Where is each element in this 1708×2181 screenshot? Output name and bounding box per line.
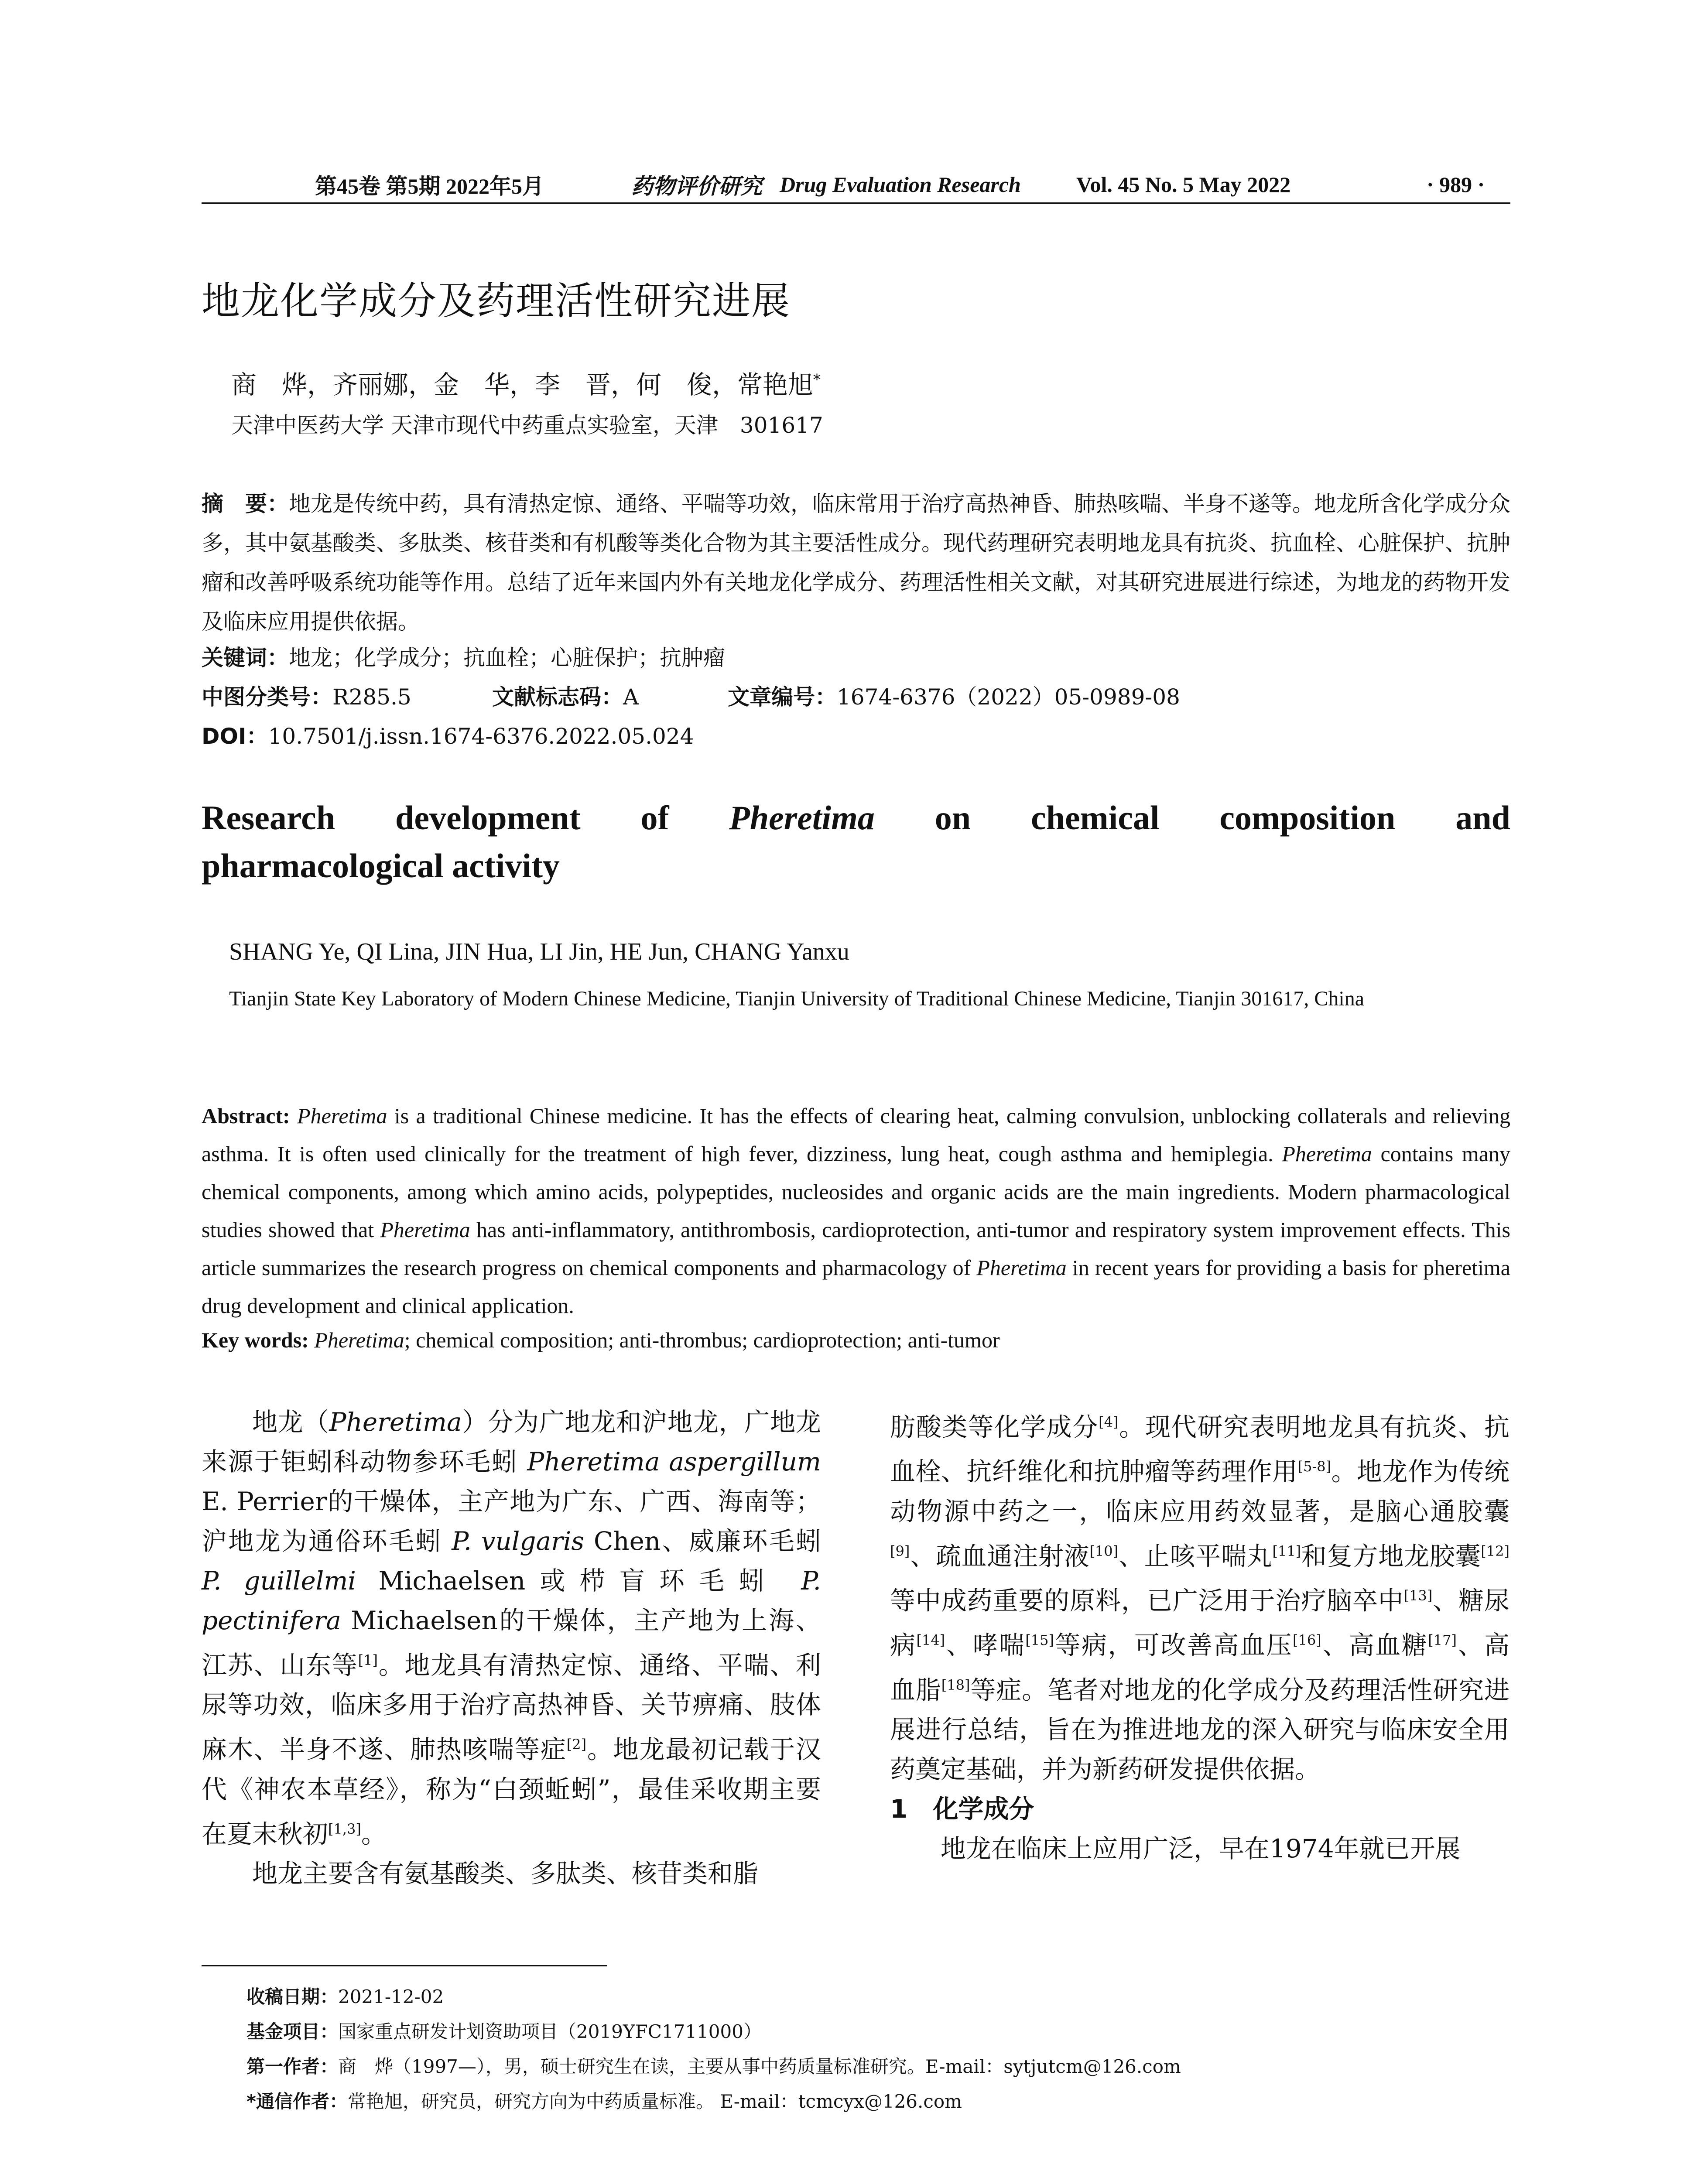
citation[interactable]: [15] [1025, 1632, 1054, 1649]
keywords-cn-label: 关键词： [202, 645, 289, 670]
keywords-en-label: Key words: [202, 1328, 309, 1352]
footnote-fund [246, 2017, 762, 2044]
authors-cn [231, 364, 821, 401]
article-number-label: 文章编号： [728, 684, 837, 710]
citation[interactable]: [13] [1403, 1587, 1433, 1604]
citation[interactable]: [18] [941, 1676, 970, 1693]
citation[interactable]: [5-8] [1297, 1458, 1331, 1475]
keywords-en [202, 1327, 1000, 1353]
citation[interactable]: [11] [1272, 1542, 1301, 1559]
title-en-line1 [202, 792, 1510, 844]
title-en-italic: Pheretima [729, 799, 875, 837]
citation[interactable]: [4] [1099, 1414, 1119, 1430]
journal-logo-cn: 药物评价研究 [631, 173, 762, 199]
body-text: 、高血脂 [890, 1630, 1509, 1705]
footnote-corresponding [246, 2087, 962, 2113]
citation[interactable]: [9] [890, 1542, 910, 1559]
latin-name: P. guillelmi [202, 1566, 356, 1596]
abstract-en-text: is a traditional Chinese medicine. It has the effects of clearing heat, calming convulsion, unblocking collaterals and relieving asthma. It is often used clinically for the treatment of high fever, dizziness, lung heat, cough asthma and hemiplegia. [202, 1104, 1511, 1166]
abstract-en-italic: Pheretima [380, 1217, 470, 1242]
citation[interactable]: [17] [1428, 1632, 1457, 1649]
issue-cn: 第45卷 第5期 2022年5月 [315, 174, 544, 198]
body-paragraph: 地龙在临床上应用广泛，早在1974年就已开展 [941, 1833, 1461, 1863]
clc-label: 中图分类号： [202, 684, 332, 710]
clc-number [202, 680, 411, 711]
latin-name: P. pectinifera [202, 1566, 821, 1635]
body-text: Michaelsen或栉盲环毛蚓 [356, 1566, 801, 1596]
abstract-en-label: Abstract: [202, 1104, 290, 1128]
keywords-cn-text: 地龙；化学成分；抗血栓；心脏保护；抗肿瘤 [289, 645, 725, 670]
clc-value: R285.5 [332, 684, 411, 710]
body-paragraph [202, 1402, 821, 1854]
citation[interactable]: [1,3] [328, 1820, 361, 1837]
doi [202, 719, 694, 750]
body-text: 、高血糖 [1321, 1630, 1428, 1660]
body-text: 、哮喘 [945, 1630, 1026, 1660]
abstract-en-italic: Pheretima [297, 1104, 387, 1128]
body-text: 等病，可改善高血压 [1054, 1630, 1293, 1660]
footnote-label: 基金项目： [246, 2021, 339, 2042]
keywords-en-italic: Pheretima [314, 1328, 404, 1352]
footnote-rule [202, 1965, 607, 1966]
footnote-text: 2021-12-02 [338, 1986, 444, 2007]
citation[interactable]: [10] [1089, 1542, 1119, 1559]
doi-label: DOI： [202, 724, 268, 749]
body-text: Michaelsen的干燥体，主产地为上海、江苏、山东等 [202, 1606, 821, 1680]
corresponding-mark: * [813, 371, 821, 389]
citation[interactable]: [14] [916, 1632, 945, 1649]
latin-name: P. vulgaris [452, 1526, 585, 1556]
issue-en: Vol. 45 No. 5 May 2022 [1076, 172, 1291, 197]
body-text: 。地龙作为传统动物源中药之一，临床应用药效显著，是脑心通胶囊 [890, 1456, 1509, 1526]
body-paragraph [890, 1402, 1509, 1789]
citation[interactable]: [1] [358, 1652, 378, 1668]
body-text: ）分为广地龙和沪地龙，广地龙来源于钜蚓科动物参环毛蚓 [202, 1407, 821, 1477]
body-paragraph: 地龙主要含有氨基酸类、多肽类、核苷类和脂 [252, 1858, 759, 1888]
abstract-cn [202, 484, 1510, 641]
body-text: 地龙（ [252, 1407, 329, 1437]
footnote-received [246, 1983, 444, 2009]
page-number: · 989 · [1427, 172, 1485, 197]
body-text: 等中成药重要的原料，已广泛用于治疗脑卒中 [890, 1586, 1404, 1616]
authors-en: SHANG Ye, QI Lina, JIN Hua, LI Jin, HE Jun, CHANG Yanxu [229, 938, 849, 965]
body-text: 等症。笔者对地龙的化学成分及药理活性研究进展进行总结，旨在为推进地龙的深入研究与临床安全用药奠定基础，并为新药研发提供依据。 [890, 1675, 1509, 1784]
abstract-en-text: contains many chemical components, among which amino acids, polypeptides, nucleosides and organic acids are the main ingredients. Modern pharmacological studies showed that [202, 1142, 1510, 1242]
doc-code-value: A [623, 684, 639, 710]
title-cn: 地龙化学成分及药理活性研究进展 [202, 278, 791, 323]
body-text: 。现代研究表明地龙具有抗炎、抗血栓、抗纤维化和抗肿瘤等药理作用 [890, 1412, 1509, 1487]
body-text: 。 [361, 1819, 387, 1849]
abstract-en-italic: Pheretima [1282, 1142, 1372, 1166]
footnote-first-author [246, 2052, 1181, 2078]
article-number [728, 680, 1180, 711]
footnote-label: 收稿日期： [246, 1986, 339, 2007]
body-text: Chen、威廉环毛蚓 [584, 1526, 821, 1556]
body-text: 肪酸类等化学成分 [890, 1412, 1099, 1442]
title-en-line2: pharmacological activity [202, 847, 560, 885]
body-text: 和复方地龙胶囊 [1301, 1541, 1481, 1571]
article-number-value: 1674-6376（2022）05-0989-08 [837, 684, 1180, 710]
body-text: 。地龙最初记载于汉代《神农本草经》，称为“白颈蚯蚓”，最佳采收期主要在夏末秋初 [202, 1734, 821, 1849]
footnote-text: 国家重点研发计划资助项目（2019YFC1711000） [338, 2021, 762, 2042]
latin-name: Pheretima aspergillum [527, 1447, 821, 1477]
abstract-en-text: in recent years for providing a basis for pheretima drug development and clinical application. [202, 1255, 1511, 1318]
journal-name-en: Drug Evaluation Research [780, 172, 1021, 197]
body-text: 、糖尿病 [890, 1586, 1509, 1660]
footnote-label: 第一作者： [246, 2056, 339, 2077]
section-heading: 1 化学成分 [890, 1794, 1034, 1824]
title-en-part: on chemical composition and [874, 799, 1510, 837]
doi-value: 10.7501/j.issn.1674-6376.2022.05.024 [268, 724, 694, 749]
abstract-cn-text: 地龙是传统中药，具有清热定惊、通络、平喘等功效，临床常用于治疗高热神昏、肺热咳喘、半身不遂等。地龙所含化学成分众多，其中氨基酸类、多肽类、核苷类和有机酸等类化合物为其主要活性成分。现代药理研究表明地龙具有抗炎、抗血栓、心脏保护、抗肿瘤和改善呼吸系统功能等作用。总结了近年来国内外有关地龙化学成分、药理活性相关文献，对其研究进展进行综述，为地龙的药物开发及临床应用提供依据。 [202, 491, 1510, 634]
body-text: E. Perrier的干燥体，主产地为广东、广西、海南等；沪地龙为通俗环毛蚓 [202, 1487, 821, 1556]
abstract-en-text: has anti-inflammatory, antithrombosis, cardioprotection, anti-tumor and respiratory system improvement effects. This article summarizes the research progress on chemical components and pharmacology of [202, 1217, 1510, 1280]
keywords-cn [202, 640, 725, 672]
footnote-text: 商 烨（1997—），男，硕士研究生在读，主要从事中药质量标准研究。E-mail：sytjutcm@126.com [338, 2056, 1181, 2077]
document-code [492, 680, 639, 711]
running-header [202, 169, 1510, 200]
keywords-en-text: ; chemical composition; anti-thrombus; cardioprotection; anti-tumor [404, 1328, 1000, 1352]
footnote-label: *通信作者： [246, 2091, 348, 2112]
footnote-text: 常艳旭，研究员，研究方向为中药质量标准。 E-mail：tcmcyx@126.com [347, 2091, 962, 2112]
abstract-cn-label: 摘 要： [202, 491, 289, 516]
latin-name: Pheretima [329, 1407, 462, 1437]
abstract-en [202, 1097, 1510, 1325]
authors-cn-names: 商 烨，齐丽娜，金 华，李 晋，何 俊，常艳旭 [231, 370, 814, 400]
affiliation-en: Tianjin State Key Laboratory of Modern Chinese Medicine, Tianjin University of Traditional Chinese Medicine, Tianjin 301617, China [229, 987, 1365, 1010]
citation[interactable]: [16] [1293, 1632, 1321, 1649]
doc-code-label: 文献标志码： [492, 684, 623, 710]
affiliation-cn: 天津中医药大学 天津市现代中药重点实验室，天津 301617 [231, 413, 823, 438]
body-column-left [202, 1402, 821, 1894]
body-text: 、止咳平喘丸 [1118, 1541, 1273, 1571]
body-text: 、疏血通注射液 [910, 1541, 1090, 1571]
abstract-en-italic: Pheretima [976, 1255, 1067, 1280]
header-rule [202, 202, 1510, 204]
citation[interactable]: [2] [566, 1736, 587, 1753]
title-en-part: Research development of [202, 799, 729, 837]
body-column-right [890, 1402, 1509, 1869]
citation[interactable]: [12] [1481, 1542, 1509, 1559]
body-text: 。地龙具有清热定惊、通络、平喘、利尿等功效，临床多用于治疗高热神昏、关节痹痛、肢体麻木、半身不遂、肺热咳喘等症 [202, 1650, 821, 1764]
